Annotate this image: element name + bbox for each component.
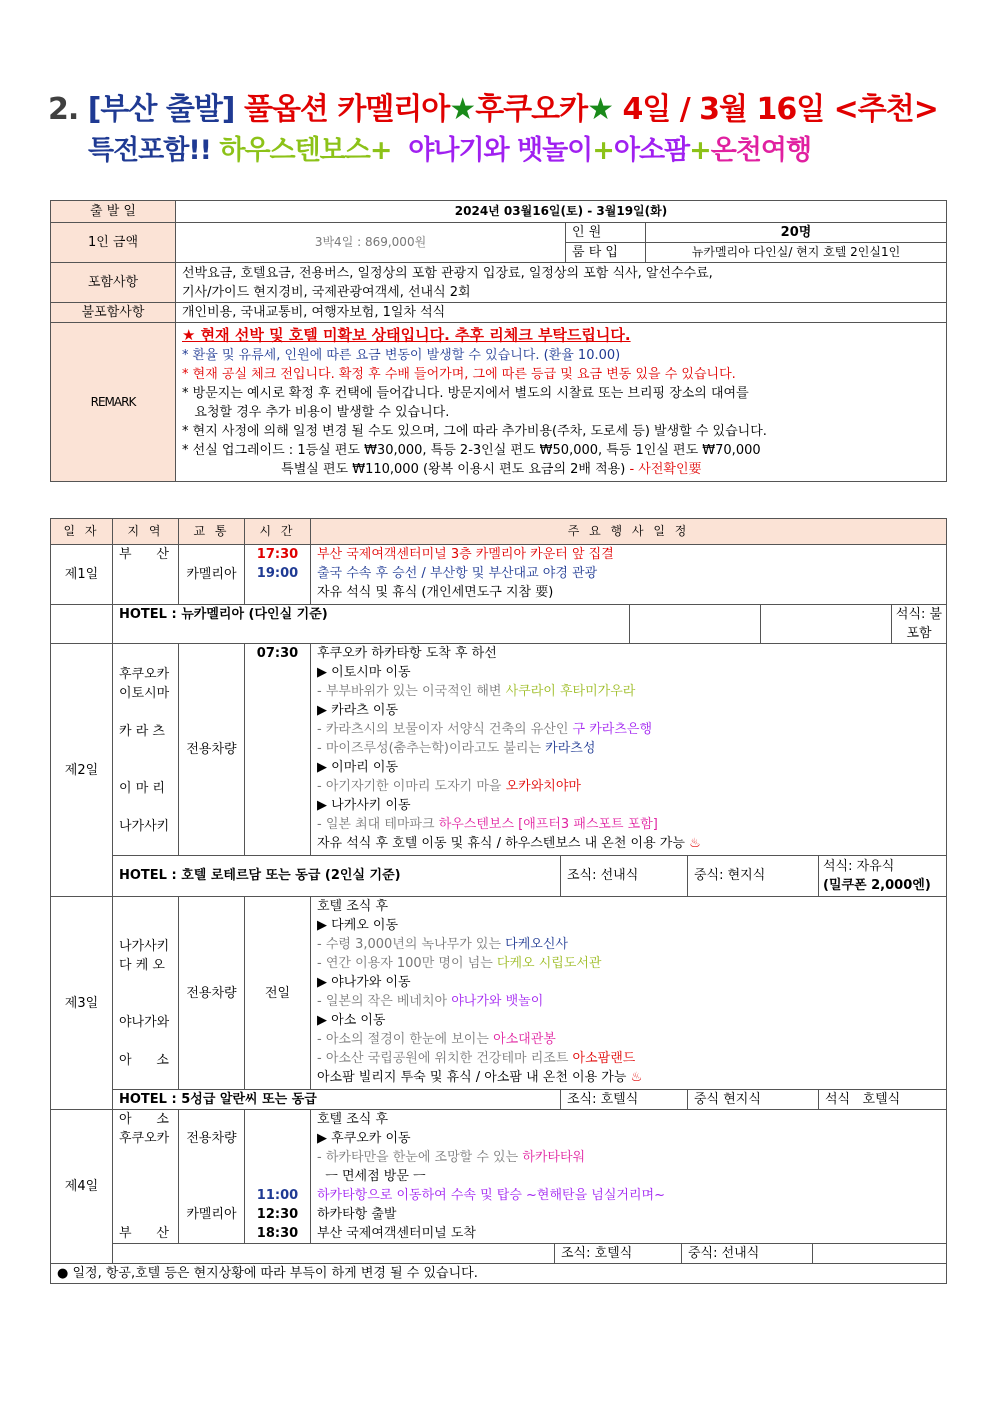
room-value: 뉴카멜리아 다인실/ 현지 호텔 2인실1인	[646, 243, 947, 263]
schedule-text: ㅡ 면세점 방문 ㅡ	[317, 1169, 426, 1184]
day2-item	[317, 758, 940, 777]
day4-item	[317, 1186, 940, 1205]
day3-hotel: HOTEL : 5성급 알란씨 또는 동급	[113, 1090, 561, 1109]
day4-region: 아 소	[119, 1112, 169, 1127]
day1-time: 17:30	[256, 547, 299, 562]
schedule-text: ▶ 후쿠오카 이동	[317, 1131, 411, 1146]
schedule-text: 야나가와 뱃놀이	[451, 994, 544, 1009]
col-region: 지 역	[113, 519, 179, 545]
day2-time: 07:30	[256, 646, 299, 661]
subtitle-segment: 야나기와 뱃놀이	[399, 135, 593, 166]
day3-region: 아 소	[119, 1053, 169, 1068]
day4-transport	[185, 1148, 238, 1167]
schedule-text: 하카타항으로 이동하여 수속 및 탑승 ~현해탄을 넘실거리며~	[317, 1188, 665, 1203]
day4-item	[317, 1205, 940, 1224]
day4-time: 11:00	[256, 1188, 299, 1203]
day4-region: 후쿠오카	[119, 1131, 170, 1146]
schedule-text: - 마이즈루성(춤추는학)이라고도 불리는	[317, 741, 546, 756]
day1-time: 19:00	[256, 566, 299, 581]
schedule-text: 다케오 시립도서관	[496, 956, 602, 971]
day3-region	[119, 918, 172, 937]
day2-region	[119, 741, 172, 760]
schedule-text: 자유 석식 후 호텔 이동 및 휴식 / 하우스텐보스 내 온천 이용 가능	[317, 836, 690, 851]
schedule-text: ♨	[630, 1070, 643, 1085]
schedule-text: 하카타항 출발	[317, 1207, 397, 1222]
day2-item	[317, 739, 940, 758]
day3-dinner: 석식 호텔식	[825, 1092, 901, 1107]
remark-line: * 선실 업그레이드 : 1등실 편도 ₩30,000, 특등 2-3인실 편도 ₩50,000, 특등 1인실 편도 ₩70,000	[182, 443, 761, 458]
subtitle-segment: 특전포함!!	[88, 135, 220, 166]
schedule-text: ▶ 이토시마 이동	[317, 665, 411, 680]
schedule-text: 하우스텐보스 [애프터3 패스포트 포함]	[438, 817, 658, 832]
day3-region	[119, 994, 172, 1013]
day2-item	[317, 701, 940, 720]
subtitle-segment: 아소팜	[613, 135, 690, 166]
title-segment: 풀옵션 카멜리아	[243, 92, 450, 127]
day1-label: 제1일	[51, 545, 113, 605]
room-label: 룸 타 입	[566, 243, 646, 263]
schedule-text: - 일본의 작은 베네치아	[317, 994, 452, 1009]
remark-line: * 환율 및 유류세, 인원에 따른 요금 변동이 발생할 수 있습니다. (환율 10.00)	[182, 348, 621, 363]
day3-item	[317, 1049, 940, 1068]
day2-dinner-note: (밀쿠폰 2,000엔)	[823, 878, 931, 893]
day4-item	[317, 1129, 940, 1148]
day2-region: 이토시마	[119, 686, 170, 701]
day1-items	[311, 545, 947, 605]
day3-hotel-row	[113, 1090, 947, 1110]
schedule-text: 아소팜랜드	[572, 1051, 636, 1066]
day2-dinner: 석식: 자유식	[823, 859, 895, 874]
day3-item	[317, 916, 940, 935]
day2-region: 이 마 리	[119, 781, 165, 796]
schedule-text: - 아소의 절경이 한눈에 보이는	[317, 1032, 494, 1047]
excluded-value: 개인비용, 국내교통비, 여행자보험, 1일차 석식	[176, 303, 947, 323]
day2-times	[245, 644, 311, 856]
schedule-text: 후쿠오카 하카타항 도착 후 하선	[317, 646, 497, 661]
day2-time	[251, 758, 304, 777]
col-schedule: 주 요 행 사 일 정	[311, 519, 947, 545]
day2-item	[317, 834, 940, 853]
remark-label: REMARK	[51, 323, 176, 482]
title-segment: ★	[587, 92, 623, 127]
day2-region	[119, 798, 172, 817]
schedule-text: - 부부바위가 있는 이국적인 해변	[317, 684, 506, 699]
schedule-text: - 아기자기한 이마리 도자기 마을	[317, 779, 506, 794]
subtitle-segment: 하우스텐보스+	[219, 135, 400, 166]
day3-breakfast: 조식: 호텔식	[561, 1090, 688, 1109]
schedule-text: - 일본 최대 테마파크	[317, 817, 439, 832]
day4-time	[251, 1167, 304, 1186]
day1-times	[245, 545, 311, 605]
included-label: 포함사항	[51, 263, 176, 303]
schedule-text: - 연간 이용자 100만 명이 넘는	[317, 956, 497, 971]
day1-dinner: 석식: 불포함	[895, 607, 943, 641]
schedule-text: 아소팜 빌리지 투숙 및 휴식 / 아소팜 내 온천 이용 가능	[317, 1070, 631, 1085]
schedule-text: ▶ 이마리 이동	[317, 760, 399, 775]
schedule-note: ● 일정, 항공,호텔 등은 현지상황에 따라 부득이 하게 변경 될 수 있습니다.	[51, 1264, 947, 1284]
schedule-text: 하카타타워	[522, 1150, 586, 1165]
departure-value: 2024년 03월16일(토) - 3월19일(화)	[176, 201, 947, 223]
remark-line-last	[182, 460, 940, 479]
day4-transport	[185, 1224, 238, 1243]
schedule-text: ▶ 카라츠 이동	[317, 703, 399, 718]
title-segment: ★	[449, 92, 476, 127]
remark-line: * 현재 공실 체크 전입니다. 확정 후 수배 들어가며, 그에 따른 등급 및 요금 변동 있을 수 있습니다.	[182, 367, 736, 382]
day4-transport	[185, 1186, 238, 1205]
day2-time	[251, 739, 304, 758]
day3-time: 전일	[245, 897, 311, 1090]
day3-region: 나가사키	[119, 939, 170, 954]
remark-last-note: - 사전확인要	[629, 462, 702, 477]
schedule-text: 다케오신사	[505, 937, 568, 952]
day3-region: 다 케 오	[119, 958, 165, 973]
remark-content	[176, 323, 947, 482]
day4-item	[317, 1148, 940, 1167]
day4-item	[317, 1110, 940, 1129]
schedule-text: 호텔 조식 후	[317, 899, 389, 914]
day2-item	[317, 777, 940, 796]
col-time: 시 간	[245, 519, 311, 545]
day4-region	[119, 1148, 172, 1167]
day2-item	[317, 682, 940, 701]
schedule-text: 호텔 조식 후	[317, 1112, 389, 1127]
day4-transport	[185, 1167, 238, 1186]
day2-hotel-row	[113, 856, 947, 897]
remark-line: * 현지 사정에 의해 일정 변경 될 수도 있으며, 그에 따라 추가비용(주차, 도로세 등) 발생할 수 있습니다.	[182, 424, 767, 439]
subtitle-segment: +	[689, 135, 711, 166]
day3-item	[317, 897, 940, 916]
day2-time	[251, 796, 304, 815]
day4-time	[251, 1110, 304, 1129]
day3-item	[317, 973, 940, 992]
title-segment: 4일	[622, 92, 671, 127]
itinerary-table	[50, 518, 947, 1284]
day2-region	[119, 703, 172, 722]
day3-item	[317, 954, 940, 973]
schedule-text: - 아소산 국립공원에 위치한 건강테마 리조트	[317, 1051, 573, 1066]
day2-time	[251, 815, 304, 834]
day3-region: 야나가와	[119, 1015, 170, 1030]
day2-time	[251, 834, 304, 853]
day4-time	[251, 1129, 304, 1148]
day1-item: 출국 수속 후 승선 / 부산항 및 부산대교 야경 관광	[317, 566, 598, 581]
day3-item	[317, 992, 940, 1011]
day2-lunch: 중식: 현지식	[688, 856, 819, 896]
schedule-text: ♨	[689, 836, 701, 851]
schedule-text: - 수령 3,000년의 녹나무가 있는	[317, 937, 506, 952]
day2-items	[311, 644, 947, 856]
day2-item	[317, 663, 940, 682]
day2-region: 후쿠오카	[119, 667, 170, 682]
day4-region	[119, 1205, 172, 1224]
day3-lunch: 중식 현지식	[688, 1090, 819, 1109]
included-line: 선박요금, 호텔요금, 전용버스, 일정상의 포함 관광지 입장료, 일정상의 포함 식사, 알선수수료,	[182, 265, 713, 281]
day2-time	[251, 701, 304, 720]
subtitle-segment: 온천여행	[710, 135, 812, 166]
day3-regions	[113, 897, 179, 1090]
day1-hotel: HOTEL : 뉴카멜리아 (다인실 기준)	[113, 605, 630, 643]
day2-regions	[113, 644, 179, 856]
schedule-text: 카라츠성	[545, 741, 596, 756]
day2-time	[251, 682, 304, 701]
departure-label: 출 발 일	[51, 201, 176, 223]
day3-transport: 전용차량	[179, 897, 245, 1090]
schedule-text: 오카와치야마	[505, 779, 581, 794]
day3-item	[317, 1011, 940, 1030]
schedule-text: ▶ 야나가와 이동	[317, 975, 411, 990]
col-transport: 교 통	[179, 519, 245, 545]
people-value: 20명	[646, 223, 947, 243]
remark-line: * 방문지는 예시로 확정 후 컨택에 들어갑니다. 방문지에서 별도의 시찰료 또는 브리핑 장소의 대여를	[182, 386, 749, 401]
included-value	[176, 263, 947, 303]
day3-item	[317, 935, 940, 954]
day2-region	[119, 836, 172, 855]
day2-time	[251, 777, 304, 796]
day2-item	[317, 796, 940, 815]
day3-region	[119, 1070, 172, 1089]
day4-region	[119, 1186, 172, 1205]
schedule-text: - 카라츠시의 보물이자 서양식 건축의 유산인	[317, 722, 573, 737]
day4-item	[317, 1224, 940, 1243]
schedule-text: 사쿠라이 후타미가우라	[505, 684, 636, 699]
title-segment: [부산 출발]	[78, 92, 244, 127]
schedule-text: ▶ 아소 이동	[317, 1013, 386, 1028]
day2-hotel: HOTEL : 호텔 로테르담 또는 동급 (2인실 기준)	[113, 856, 561, 896]
day4-breakfast: 조식: 호텔식	[555, 1244, 682, 1263]
day2-label: 제2일	[51, 644, 113, 897]
day4-label: 제4일	[51, 1110, 113, 1264]
day3-region	[119, 1032, 172, 1051]
day4-time	[251, 1148, 304, 1167]
day4-region	[119, 1167, 172, 1186]
schedule-text: 부산 국제여객센터미널 도착	[317, 1226, 476, 1241]
day4-time: 18:30	[256, 1226, 299, 1241]
remark-last-text: 특별실 편도 ₩110,000 (왕복 이용시 편도 요금의 2배 적용)	[182, 462, 630, 477]
schedule-text: ▶ 다케오 이동	[317, 918, 399, 933]
day3-item	[317, 1030, 940, 1049]
day2-time	[251, 663, 304, 682]
excluded-label: 불포함사항	[51, 303, 176, 323]
day2-transport: 전용차량	[179, 644, 245, 856]
day3-region	[119, 975, 172, 994]
day4-item	[317, 1167, 940, 1186]
day2-region	[119, 760, 172, 779]
tour-info-table	[50, 200, 947, 482]
col-day: 일 자	[51, 519, 113, 545]
day4-transport	[185, 1110, 238, 1129]
people-label: 인 원	[566, 223, 646, 243]
page-title-line2	[88, 128, 811, 167]
day4-transport: 카멜리아	[186, 1207, 237, 1222]
day4-region: 부 산	[119, 1226, 169, 1241]
day4-regions	[113, 1110, 179, 1244]
day1-item: 부산 국제여객센터미널 3층 카멜리아 카운터 앞 집결	[317, 547, 614, 562]
day1-region: 부 산	[113, 545, 179, 605]
day2-region: 나가사키	[119, 819, 170, 834]
schedule-text: ▶ 나가사키 이동	[317, 798, 411, 813]
day2-region: 카 라 츠	[119, 724, 165, 739]
day2-breakfast: 조식: 선내식	[561, 856, 688, 896]
day3-item	[317, 1068, 940, 1087]
day4-meal-row	[113, 1244, 947, 1264]
schedule-text: 아소대관봉	[493, 1032, 556, 1047]
day4-lunch: 중식: 선내식	[682, 1244, 813, 1263]
day1-item: 자유 석식 및 휴식 (개인세면도구 지참 要)	[317, 585, 554, 600]
page-title-line1	[48, 84, 938, 128]
day3-region	[119, 899, 172, 918]
day4-items	[311, 1110, 947, 1244]
included-line: 기사/가이드 현지경비, 국제관광여객세, 선내식 2회	[182, 284, 471, 300]
remark-line: 요청할 경우 추가 비용이 발생할 수 있습니다.	[182, 405, 450, 420]
day2-item	[317, 720, 940, 739]
subtitle-segment: +	[592, 135, 614, 166]
title-segment: / 3월 16일 <추천>	[670, 92, 938, 127]
day1-hotel-row	[113, 605, 947, 644]
day3-items	[311, 897, 947, 1090]
day1-transport: 카멜리아	[179, 545, 245, 605]
remark-warning: ★ 현재 선박 및 호텔 미확보 상태입니다. 추후 리체크 부탁드립니다.	[182, 326, 631, 344]
price-value: 3박4일 : 869,000원	[176, 223, 566, 263]
day4-times	[245, 1110, 311, 1244]
schedule-text: - 하카타만을 한눈에 조망할 수 있는	[317, 1150, 523, 1165]
price-label: 1인 금액	[51, 223, 176, 263]
day2-item	[317, 644, 940, 663]
day2-time	[251, 720, 304, 739]
day2-region	[119, 646, 172, 665]
title-segment: 후쿠오카	[475, 92, 588, 127]
day2-item	[317, 815, 940, 834]
day4-transport: 전용차량	[186, 1131, 237, 1146]
title-segment: 2.	[48, 92, 79, 127]
day4-time: 12:30	[256, 1207, 299, 1222]
schedule-text: 구 카라츠은행	[572, 722, 653, 737]
day4-transports	[179, 1110, 245, 1244]
day3-label: 제3일	[51, 897, 113, 1110]
